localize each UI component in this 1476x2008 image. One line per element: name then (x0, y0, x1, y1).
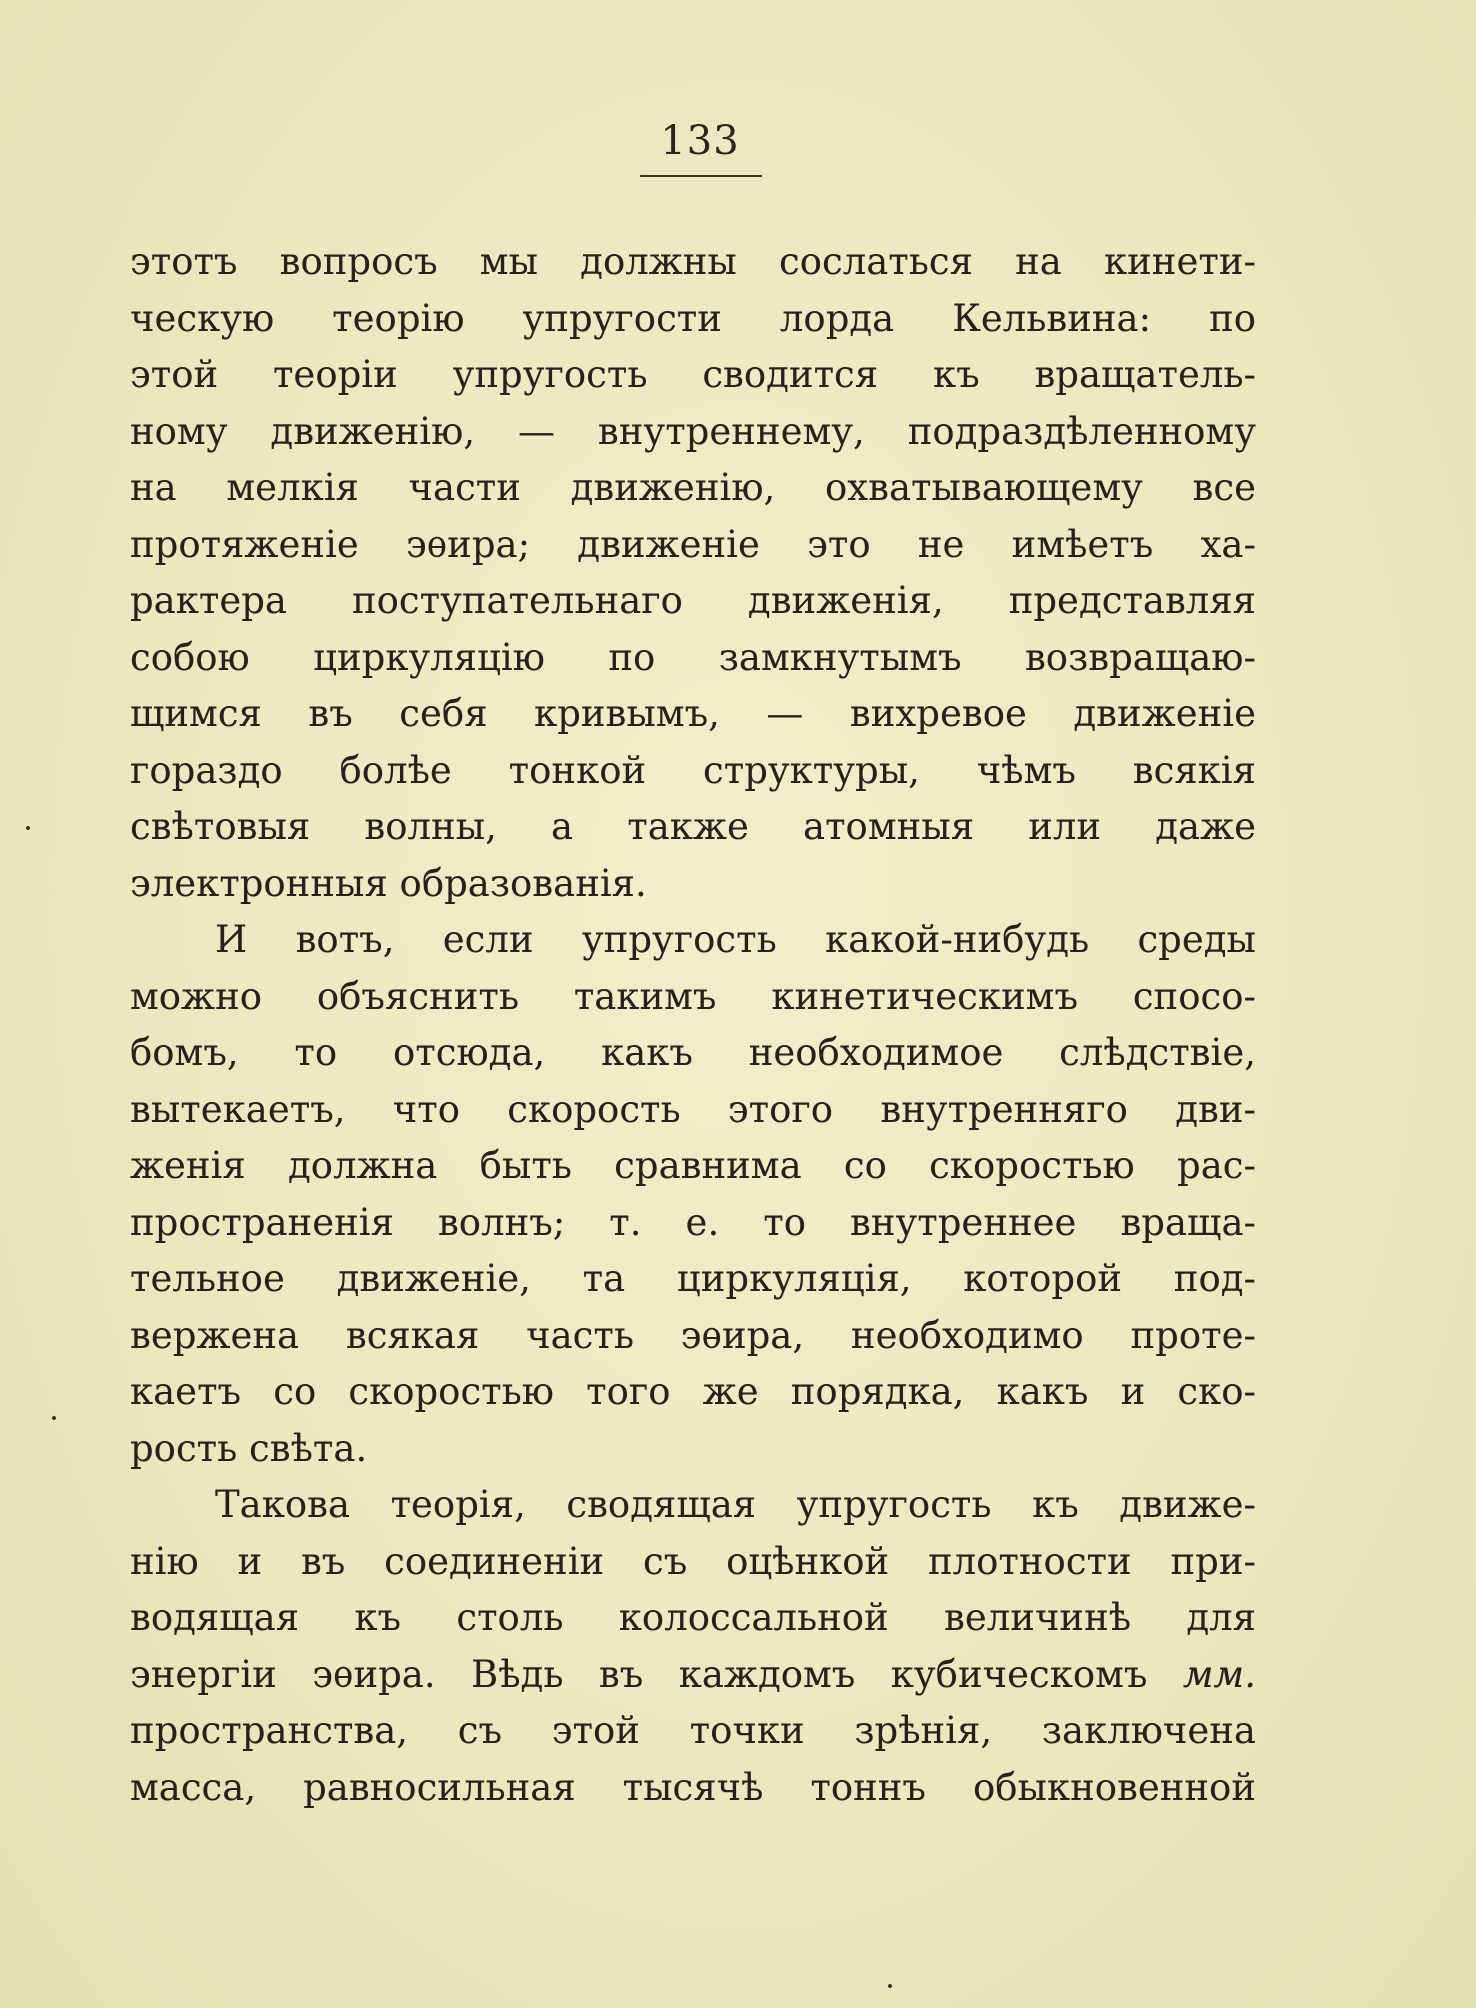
text-line: ному движенію, — внутреннему, подраздѣленному (130, 409, 1256, 453)
text-line: собою циркуляцію по замкнутымъ возвращаю- (130, 635, 1256, 679)
text-line: пространства, съ этой точки зрѣнія, заключена (130, 1709, 1256, 1752)
text-line: женія должна быть сравнима со скоростью рас- (130, 1144, 1256, 1187)
text-line: этой теоріи упругость сводится къ вращатель- (130, 353, 1256, 396)
text-line: щимся въ себя кривымъ, — вихревое движеніе (130, 692, 1256, 735)
text-line: масса, равносильная тысячѣ тоннъ обыкновенной (130, 1765, 1256, 1809)
text-line: вытекаетъ, что скорость этого внутренняго дви- (130, 1087, 1256, 1131)
paper-speck (888, 1984, 892, 1988)
text-line: водящая къ столь колоссальной величинѣ для (130, 1596, 1256, 1639)
text-line-with-italic (130, 1647, 1256, 1704)
text-line: протяженіе эѳира; движеніе это не имѣетъ ха- (130, 522, 1256, 566)
body-text (130, 234, 1256, 1816)
text-line: гораздо болѣе тонкой структуры, чѣмъ всякія (130, 748, 1256, 792)
text-line-main: энергіи эѳира. Вѣдь въ каждомъ кубическомъ (130, 1652, 1148, 1696)
page-number-rule (640, 175, 762, 177)
page-number: 133 (660, 118, 740, 164)
text-line: электронныя образованія. (130, 861, 647, 905)
text-line: бомъ, то отсюда, какъ необходимое слѣдствіе, (130, 1031, 1256, 1074)
text-line: каетъ со скоростью того же порядка, какъ и ско- (130, 1370, 1256, 1413)
text-line: тельное движеніе, та циркуляція, которой под- (130, 1257, 1256, 1300)
text-line: этотъ вопросъ мы должны сослаться на кинети- (130, 240, 1256, 283)
italic-unit: мм. (1182, 1652, 1256, 1696)
text-line: ческую теорію упругости лорда Кельвина: по (130, 296, 1256, 340)
text-line: можно объяснить такимъ кинетическимъ спосо- (130, 974, 1256, 1018)
text-line: вержена всякая часть эѳира, необходимо проте- (130, 1313, 1256, 1357)
text-line: рость свѣта. (130, 1426, 368, 1470)
text-line: пространенія волнъ; т. е. то внутреннее враща- (130, 1200, 1256, 1244)
text-line: Такова теорія, сводящая упругость къ движе- (215, 1483, 1256, 1526)
text-line: на мелкія части движенію, охватывающему все (130, 466, 1256, 509)
text-line: И вотъ, если упругость какой-нибудь среды (215, 918, 1256, 961)
text-line: свѣтовыя волны, а также атомныя или даже (130, 805, 1256, 848)
text-line: рактера поступательнаго движенія, представляя (130, 579, 1256, 622)
paper-speck (52, 1416, 56, 1420)
paper-speck (26, 826, 30, 830)
text-line: нію и въ соединеніи съ оцѣнкой плотности при- (130, 1539, 1256, 1583)
